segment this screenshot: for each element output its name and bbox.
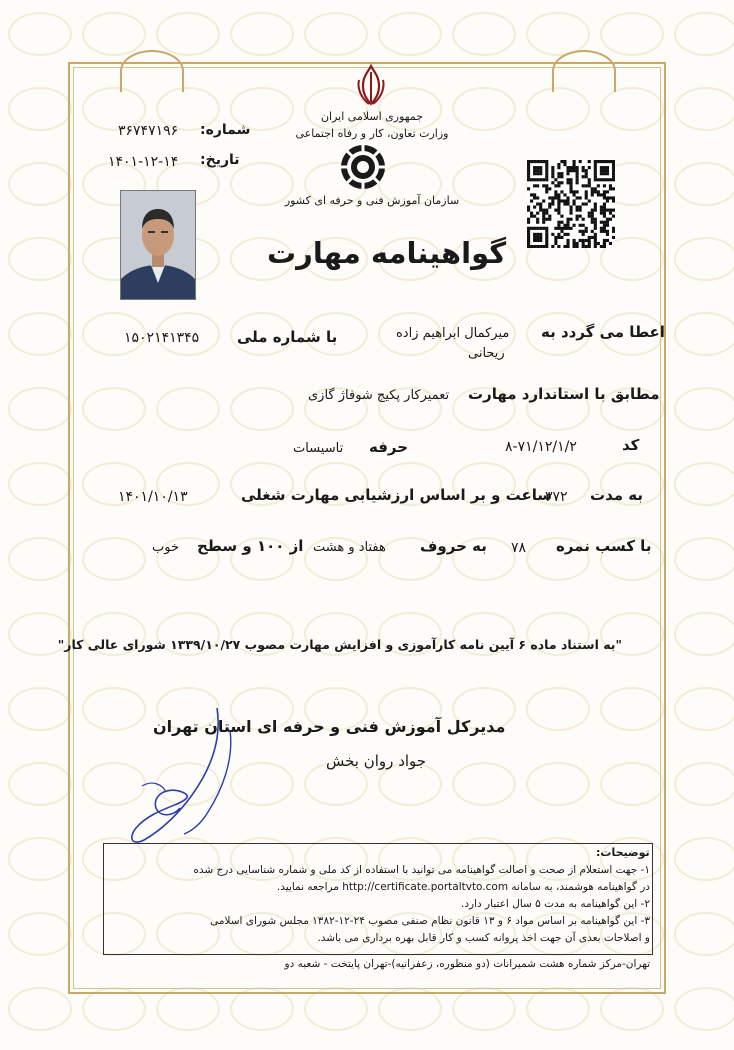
note-line-4: ۳- این گواهینامه بر اساس مواد ۶ و ۱۳ قانون نظام صنفی مصوب ۲۴-۱۲-۱۳۸۲ مجلس شورای اسلامی	[210, 915, 650, 927]
watermark-mark	[378, 12, 442, 56]
code-value: ۸-۷۱/۱۲/۱/۲	[505, 439, 577, 455]
watermark-mark	[8, 237, 72, 281]
watermark-mark	[8, 837, 72, 881]
gov-line1: جمهوری اسلامی ایران	[320, 110, 424, 123]
watermark-mark	[156, 12, 220, 56]
out-of-label: از ۱۰۰ و سطح	[197, 537, 304, 555]
signature-scribble	[122, 700, 252, 860]
watermark-mark	[600, 12, 664, 56]
watermark-mark	[8, 312, 72, 356]
watermark-mark	[8, 387, 72, 431]
watermark-mark	[674, 687, 734, 731]
tvto-logo-icon	[339, 143, 387, 191]
signatory-title: مدیرکل آموزش فنی و حرفه ای استان تهران	[153, 717, 506, 736]
watermark-mark	[674, 87, 734, 131]
score-value: ۷۸	[511, 540, 527, 556]
watermark-mark	[304, 12, 368, 56]
watermark-mark	[674, 987, 734, 1031]
note-line-5: و اصلاحات بعدی آن جهت اخذ پروانه کسب و کار قابل بهره برداری می باشد.	[317, 932, 650, 944]
date-label: تاریخ:	[200, 152, 240, 168]
org-name: سازمان آموزش فنی و حرفه ای کشور	[284, 194, 460, 207]
border-ornament-left	[120, 50, 184, 92]
hours-label: ساعت و بر اساس ارزشیابی مهارت شغلی	[241, 486, 553, 504]
watermark-mark	[8, 87, 72, 131]
watermark-mark	[82, 12, 146, 56]
note-line-1: ۱- جهت استعلام از صحت و اصالت گواهینامه می توانید با استفاده از کد ملی و شماره شناسایی درج شده	[193, 864, 650, 876]
level-value: خوب	[152, 540, 179, 555]
watermark-mark	[674, 12, 734, 56]
watermark-mark	[8, 537, 72, 581]
national-id-label: با شماره ملی	[237, 328, 338, 346]
note-line-3: ۲- این گواهینامه به مدت ۵ سال اعتبار دارد.	[461, 898, 650, 910]
standard-label: مطابق با استاندارد مهارت	[468, 385, 660, 403]
issued-to-label: اعطا می گردد به	[541, 323, 665, 341]
profession-label: حرفه	[369, 438, 409, 456]
watermark-mark	[8, 987, 72, 1031]
notes-heading: توضیحات:	[596, 846, 650, 859]
footer-address: تهران-مرکز شماره هشت شمیرانات (دو منظوره، زعفرانیه)-تهران پایتخت - شعبه دو	[284, 958, 650, 970]
assessment-date: ۱۴۰۱/۱۰/۱۳	[118, 489, 188, 505]
watermark-mark	[674, 912, 734, 956]
watermark-mark	[8, 912, 72, 956]
date-value: ۱۴۰۱-۱۲-۱۴	[108, 154, 179, 170]
profession-value: تاسیسات	[293, 441, 344, 456]
iran-emblem-icon	[351, 62, 391, 108]
number-label: شماره:	[200, 122, 251, 138]
watermark-mark	[452, 12, 516, 56]
watermark-mark	[674, 462, 734, 506]
watermark-mark	[674, 537, 734, 581]
standard-value: تعمیرکار پکیج شوفاژ گازی	[308, 388, 450, 403]
watermark-mark	[8, 162, 72, 206]
signatory-name: جواد روان بخش	[326, 752, 427, 770]
code-label: کد	[622, 436, 640, 454]
certificate-title: گواهینامه مهارت	[267, 236, 507, 270]
watermark-mark	[674, 237, 734, 281]
watermark-mark	[674, 837, 734, 881]
score-words-value: هفتاد و هشت	[313, 540, 386, 555]
holder-name-line2: ریحانی	[468, 346, 505, 361]
border-ornament-right	[552, 50, 616, 92]
duration-value: ۳۷۲	[545, 489, 568, 505]
watermark-mark	[674, 762, 734, 806]
national-id-value: ۱۵۰۲۱۴۱۳۴۵	[124, 330, 200, 346]
holder-photo	[120, 190, 196, 300]
watermark-mark	[8, 687, 72, 731]
watermark-mark	[674, 312, 734, 356]
score-words-label: به حروف	[420, 537, 487, 555]
watermark-mark	[8, 762, 72, 806]
holder-name: میرکمال ابراهیم زاده	[396, 326, 510, 341]
duration-label: به مدت	[590, 486, 643, 504]
number-value: ۳۶۷۴۷۱۹۶	[118, 123, 179, 139]
watermark-mark	[674, 612, 734, 656]
watermark-mark	[674, 387, 734, 431]
watermark-mark	[674, 162, 734, 206]
gov-line2: وزارت تعاون، کار و رفاه اجتماعی	[295, 127, 449, 140]
watermark-mark	[8, 462, 72, 506]
score-label: با کسب نمره	[556, 537, 652, 555]
qr-code[interactable]	[527, 160, 615, 248]
legal-basis: "به استناد ماده ۶ آیین نامه کارآموزی و افزایش مهارت مصوب ۱۳۳۹/۱۰/۲۷ شورای عالی کار"	[57, 637, 622, 652]
note-line-2: در گواهینامه هوشمند، به سامانه http://certificate.portaltvto.com مراجعه نمایید.	[276, 881, 650, 893]
watermark-mark	[8, 12, 72, 56]
watermark-mark	[230, 12, 294, 56]
